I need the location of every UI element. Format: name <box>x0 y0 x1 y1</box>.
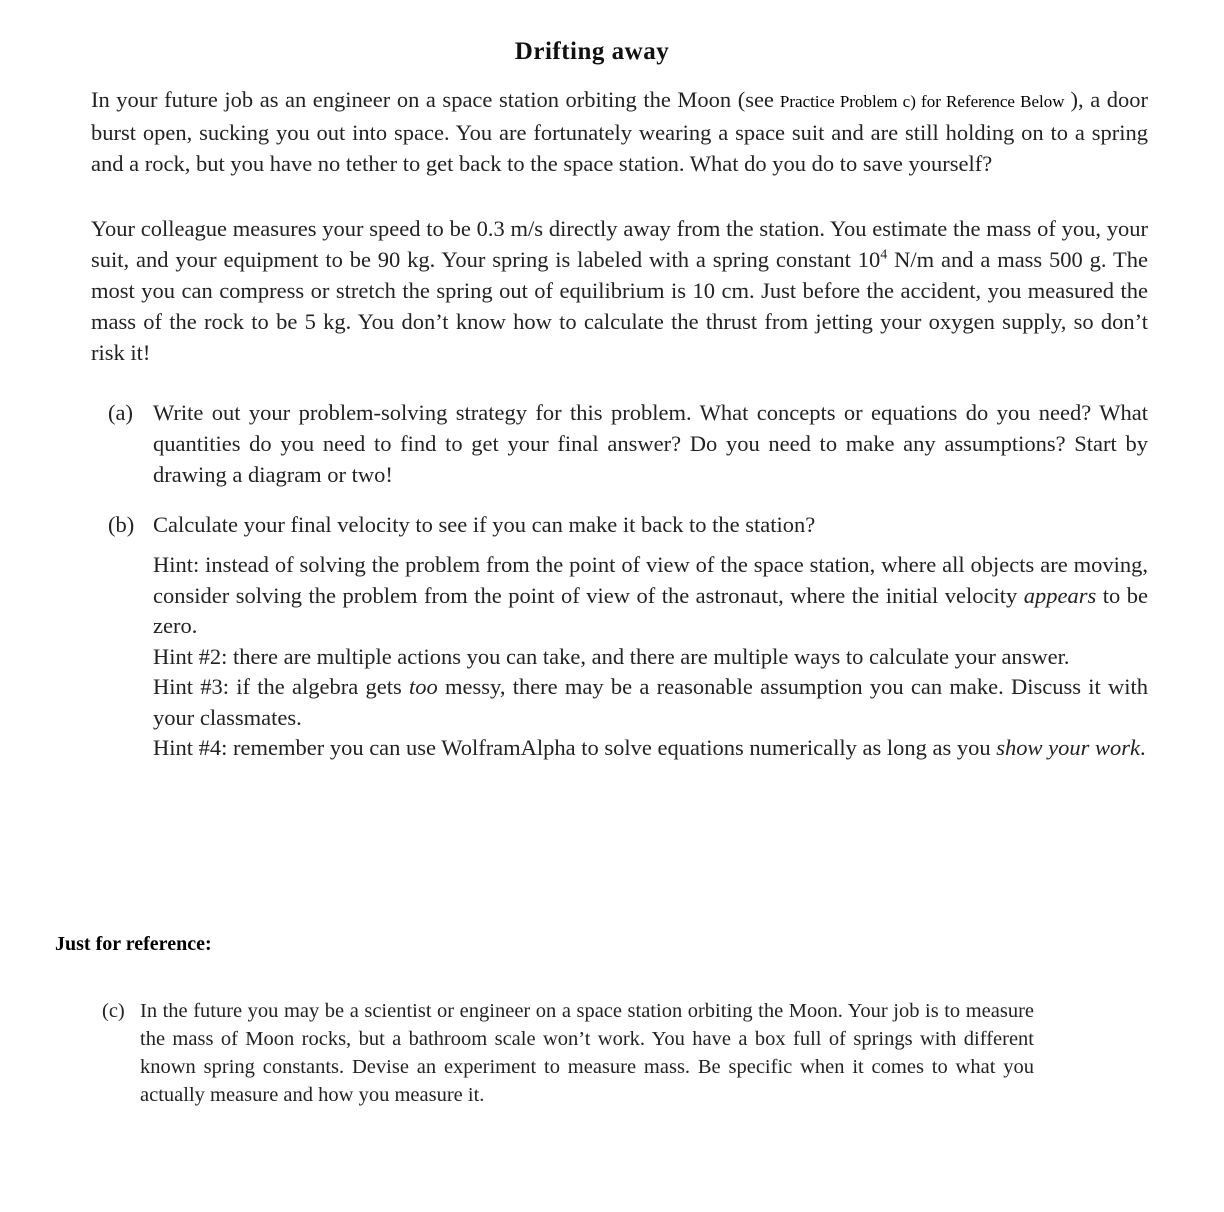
hint-3 <box>153 672 1148 733</box>
hint-4-emphasis: show your work <box>996 735 1140 760</box>
hint-3-text-a: Hint #3: if the algebra gets <box>153 674 409 699</box>
hint-3-emphasis: too <box>409 674 438 699</box>
question-c-text: In the future you may be a scientist or engineer on a space station orbiting the Moon. Your job is to measure the mass of Moon rocks, but a bathroom scale won’t work. You have a box full of springs with different known spring constants. Devise an experiment to measure mass. Be specific when it comes to what you actually measure and how you measure it. <box>140 1000 1034 1106</box>
question-b <box>108 509 1148 539</box>
intro-paragraph <box>91 84 1148 179</box>
hint-4-text-a: Hint #4: remember you can use WolframAlpha to solve equations numerically as long as you <box>153 735 997 760</box>
setup-exponent: 4 <box>880 247 888 263</box>
hint-1 <box>153 550 1148 642</box>
reference-note: Practice Problem c) for Reference Below <box>779 92 1065 111</box>
hint-1-emphasis: appears <box>1023 582 1097 608</box>
question-b-marker: (b) <box>108 512 135 537</box>
question-b-text: Calculate your final velocity to see if you can make it back to the station? <box>153 512 816 537</box>
hint-1-text-a: Hint: instead of solving the problem from the point of view of the space station, where all objects are moving, consider solving the problem from the point of view of the astronaut, where the initial velocity <box>153 552 1148 608</box>
reference-label: Just for reference: <box>55 933 212 955</box>
question-a-text: Write out your problem-solving strategy for this problem. What concepts or equations do you need? What quantities do you need to find to get your final answer? Do you need to make any assumptions? Start by drawing a diagram or two! <box>153 400 1148 487</box>
setup-text-2: N/m and a mass 500 g. The most you can compress or stretch the spring out of equilibrium is 10 cm. Just before the accident, you measured the mass of the rock to be 5 kg. You don’t know how to calculate the thrust from jetting your oxygen supply, so don’t risk it! <box>91 247 1148 365</box>
hint-2: Hint #2: there are multiple actions you can take, and there are multiple ways to calculate your answer. <box>153 643 1070 669</box>
setup-paragraph <box>91 213 1148 368</box>
intro-text-2: ), a door burst open, sucking you out into space. You are fortunately wearing a space suit and are still holding on to a spring and a rock, but you have no tether to get back to the space station. What do you do to save yourself? <box>91 87 1148 176</box>
hints-block <box>153 550 1148 764</box>
hint-1-text-b: to be zero. <box>153 582 1148 638</box>
question-a <box>108 397 1148 493</box>
question-a-marker: (a) <box>108 400 133 425</box>
intro-text-1: In your future job as an engineer on a space station orbiting the Moon (see <box>91 87 774 112</box>
page-title: Drifting away <box>514 38 670 65</box>
question-c-marker: (c) <box>102 1000 125 1022</box>
hint-4 <box>153 733 1148 764</box>
hint-3-text-b: messy, there may be a reasonable assumption you can make. Discuss it with your classmates. <box>153 674 1149 730</box>
setup-text-1: Your colleague measures your speed to be 0.3 m/s directly away from the station. You estimate the mass of you, your suit, and your equipment to be 90 kg. Your spring is labeled with a spring constant 10 <box>91 216 1148 272</box>
hint-4-text-b: . <box>1139 735 1146 760</box>
